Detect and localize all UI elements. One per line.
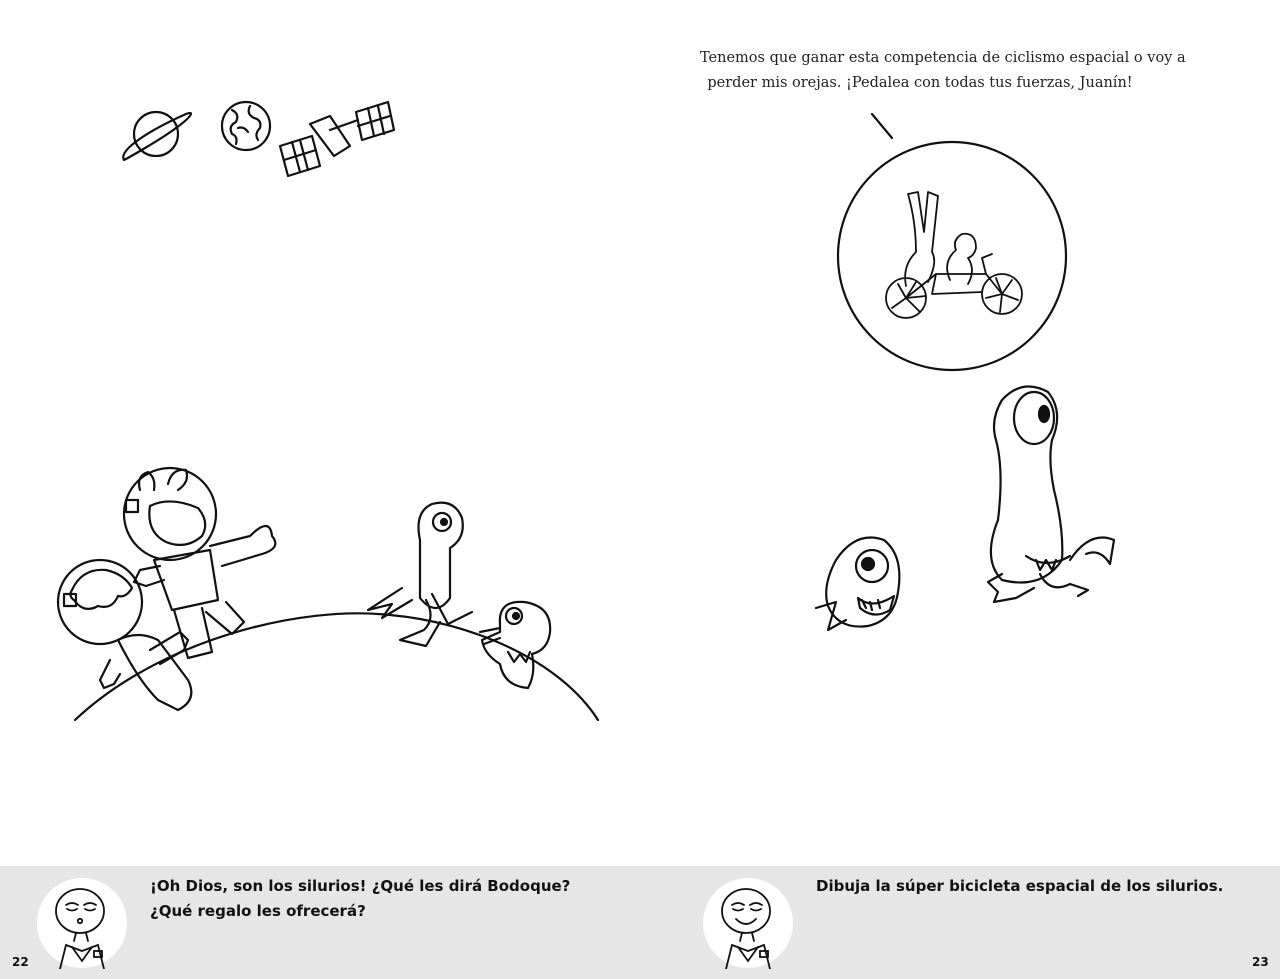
page-number-right: 23: [1252, 955, 1269, 969]
footer-left-line-2: ¿Qué regalo les ofrecerá?: [150, 902, 366, 920]
silurio-alien-round: [480, 602, 550, 688]
silurio-alien-squid: [988, 387, 1114, 602]
earth-globe-icon: [222, 102, 270, 150]
satellite-icon: [280, 102, 394, 176]
ringed-planet-icon: [123, 112, 191, 160]
rabbit-astronaut: [124, 468, 275, 658]
page-number-left: 22: [12, 955, 29, 969]
speech-line-2: perder mis orejas. ¡Pedalea con todas tus fuerzas, Juanín!: [707, 75, 1133, 91]
planet-horizon: [75, 613, 598, 720]
narrator-avatar-left: [36, 877, 128, 969]
silurio-alien-tall: [368, 503, 472, 646]
speech-tail: [872, 114, 892, 138]
footer-prompt-right: [816, 874, 1223, 899]
speech-line-1: Tenemos que ganar esta competencia de ciclismo espacial o voy a: [700, 50, 1186, 66]
footer-left-line-1: ¡Oh Dios, son los silurios! ¿Qué les dirá Bodoque?: [150, 877, 571, 895]
speech-bubble-text: [700, 46, 1186, 96]
tandem-bicycle-icon: [886, 192, 1022, 318]
astronaut-boy: [58, 560, 191, 710]
footer-right-line-1: Dibuja la súper bicicleta espacial de los silurios.: [816, 877, 1224, 895]
thought-bubble: [838, 142, 1066, 370]
silurio-alien-fish: [816, 538, 899, 631]
narrator-avatar-right: [702, 877, 794, 969]
footer-prompt-left: [150, 874, 570, 924]
